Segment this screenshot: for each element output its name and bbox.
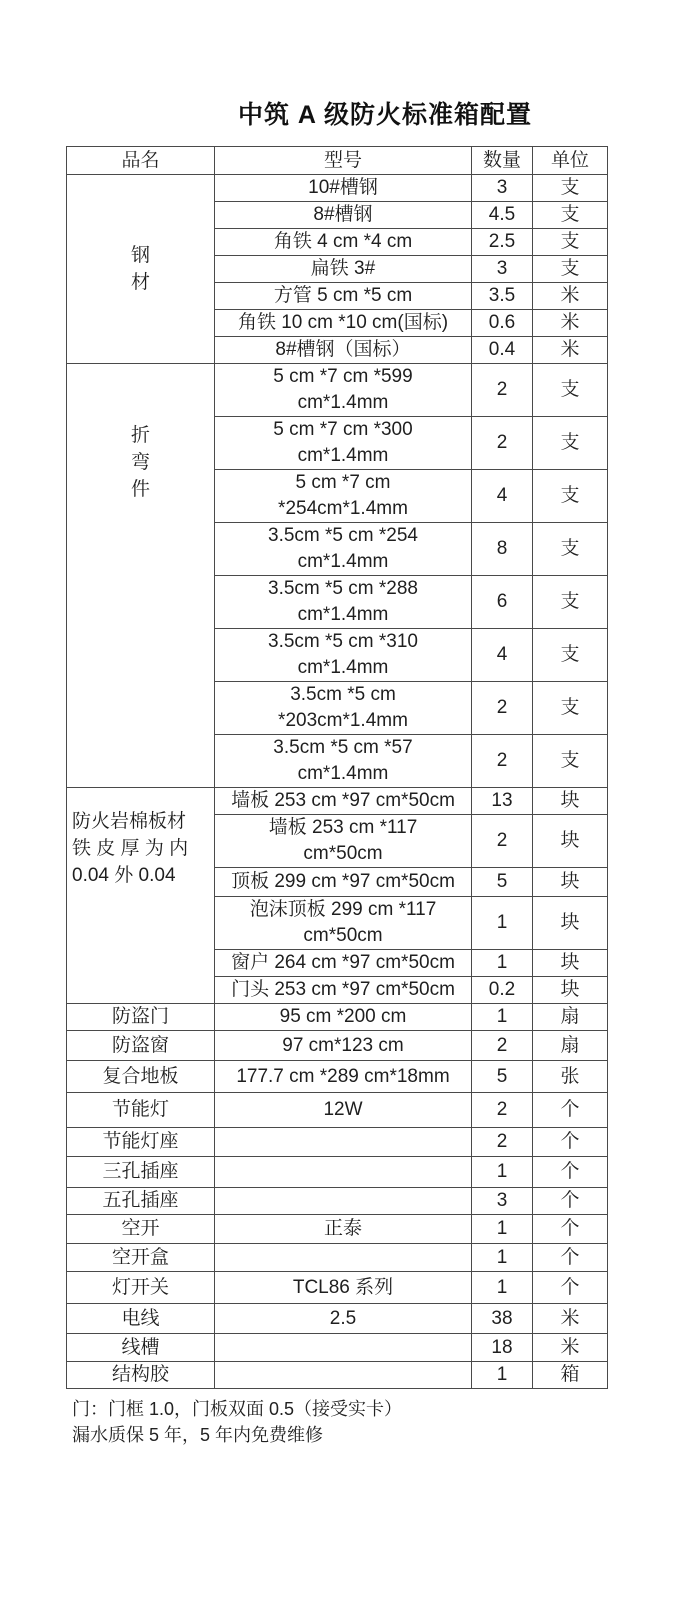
unit-cell: 支 bbox=[533, 417, 608, 470]
model-cell bbox=[215, 1157, 472, 1188]
item-name-cell: 复合地板 bbox=[67, 1061, 215, 1093]
table-row bbox=[67, 1031, 608, 1061]
quantity-cell: 18 bbox=[472, 1334, 533, 1362]
quantity-cell: 2 bbox=[472, 1093, 533, 1128]
model-cell: 门头 253 cm *97 cm*50cm bbox=[215, 977, 472, 1004]
table-row bbox=[67, 1272, 608, 1304]
quantity-cell: 0.4 bbox=[472, 337, 533, 364]
unit-cell: 个 bbox=[533, 1157, 608, 1188]
model-cell: 5 cm *7 cm *300 cm*1.4mm bbox=[215, 417, 472, 470]
model-cell: 3.5cm *5 cm *57 cm*1.4mm bbox=[215, 735, 472, 788]
item-name-cell: 节能灯座 bbox=[67, 1128, 215, 1157]
item-name-cell: 电线 bbox=[67, 1304, 215, 1334]
model-cell: 5 cm *7 cm *254cm*1.4mm bbox=[215, 470, 472, 523]
quantity-cell: 2 bbox=[472, 364, 533, 417]
model-cell: 3.5cm *5 cm *310 cm*1.4mm bbox=[215, 629, 472, 682]
table-header-row bbox=[67, 147, 608, 175]
model-cell: 顶板 299 cm *97 cm*50cm bbox=[215, 868, 472, 897]
unit-cell: 块 bbox=[533, 788, 608, 815]
unit-cell: 支 bbox=[533, 735, 608, 788]
quantity-cell: 1 bbox=[472, 1157, 533, 1188]
quantity-cell: 3.5 bbox=[472, 283, 533, 310]
unit-cell: 支 bbox=[533, 175, 608, 202]
table-row bbox=[67, 364, 608, 417]
item-name-cell: 空开 bbox=[67, 1215, 215, 1244]
model-cell: 墙板 253 cm *117 cm*50cm bbox=[215, 815, 472, 868]
model-cell: 10#槽钢 bbox=[215, 175, 472, 202]
quantity-cell: 1 bbox=[472, 897, 533, 950]
model-cell bbox=[215, 1188, 472, 1215]
page bbox=[0, 98, 700, 1618]
model-cell: 墙板 253 cm *97 cm*50cm bbox=[215, 788, 472, 815]
model-cell: 95 cm *200 cm bbox=[215, 1004, 472, 1031]
footer-notes bbox=[72, 1396, 700, 1448]
config-table bbox=[66, 146, 608, 1389]
quantity-cell: 0.2 bbox=[472, 977, 533, 1004]
unit-cell: 个 bbox=[533, 1128, 608, 1157]
model-cell: 3.5cm *5 cm *288 cm*1.4mm bbox=[215, 576, 472, 629]
item-name-cell: 三孔插座 bbox=[67, 1157, 215, 1188]
item-name-cell: 五孔插座 bbox=[67, 1188, 215, 1215]
quantity-cell: 1 bbox=[472, 950, 533, 977]
model-cell bbox=[215, 1362, 472, 1389]
quantity-cell: 3 bbox=[472, 256, 533, 283]
model-cell: 扁铁 3# bbox=[215, 256, 472, 283]
quantity-cell: 2 bbox=[472, 1128, 533, 1157]
table-row bbox=[67, 1004, 608, 1031]
item-name-cell: 节能灯 bbox=[67, 1093, 215, 1128]
unit-cell: 块 bbox=[533, 950, 608, 977]
model-cell: 12W bbox=[215, 1093, 472, 1128]
model-cell: 方管 5 cm *5 cm bbox=[215, 283, 472, 310]
header-quantity: 数量 bbox=[472, 147, 533, 175]
quantity-cell: 1 bbox=[472, 1215, 533, 1244]
quantity-cell: 0.6 bbox=[472, 310, 533, 337]
footer-note-warranty: 漏水质保 5 年，5 年内免费维修 bbox=[72, 1425, 324, 1445]
table-row bbox=[67, 1061, 608, 1093]
table-row bbox=[67, 175, 608, 202]
unit-cell: 支 bbox=[533, 470, 608, 523]
quantity-cell: 4 bbox=[472, 470, 533, 523]
unit-cell: 块 bbox=[533, 897, 608, 950]
quantity-cell: 2 bbox=[472, 682, 533, 735]
footer-note-door: 门：门框 1.0，门板双面 0.5（接受实卡） bbox=[72, 1399, 403, 1419]
quantity-cell: 4 bbox=[472, 629, 533, 682]
item-name-cell: 防盗门 bbox=[67, 1004, 215, 1031]
unit-cell: 支 bbox=[533, 629, 608, 682]
table-row bbox=[67, 1157, 608, 1188]
item-name-cell: 防盗窗 bbox=[67, 1031, 215, 1061]
unit-cell: 个 bbox=[533, 1272, 608, 1304]
table-row bbox=[67, 1215, 608, 1244]
item-name-cell: 防火岩棉板材 铁 皮 厚 为 内 0.04 外 0.04 bbox=[67, 788, 215, 1004]
model-cell bbox=[215, 1334, 472, 1362]
unit-cell: 个 bbox=[533, 1244, 608, 1272]
table-row bbox=[67, 1188, 608, 1215]
unit-cell: 块 bbox=[533, 977, 608, 1004]
model-cell: 2.5 bbox=[215, 1304, 472, 1334]
table-row bbox=[67, 1128, 608, 1157]
unit-cell: 米 bbox=[533, 1304, 608, 1334]
model-cell bbox=[215, 1128, 472, 1157]
model-cell: 3.5cm *5 cm *254 cm*1.4mm bbox=[215, 523, 472, 576]
table-row bbox=[67, 1334, 608, 1362]
model-cell bbox=[215, 1244, 472, 1272]
unit-cell: 个 bbox=[533, 1093, 608, 1128]
unit-cell: 米 bbox=[533, 1334, 608, 1362]
header-unit: 单位 bbox=[533, 147, 608, 175]
header-item-name: 品名 bbox=[67, 147, 215, 175]
unit-cell: 个 bbox=[533, 1215, 608, 1244]
unit-cell: 块 bbox=[533, 868, 608, 897]
model-cell: 泡沫顶板 299 cm *117 cm*50cm bbox=[215, 897, 472, 950]
page-title: 中筑 A 级防火标准箱配置 bbox=[237, 101, 533, 129]
unit-cell: 支 bbox=[533, 523, 608, 576]
item-name-cell: 折 弯 件 bbox=[67, 364, 215, 788]
unit-cell: 米 bbox=[533, 337, 608, 364]
quantity-cell: 2 bbox=[472, 815, 533, 868]
quantity-cell: 5 bbox=[472, 868, 533, 897]
model-cell: 角铁 4 cm *4 cm bbox=[215, 229, 472, 256]
quantity-cell: 2.5 bbox=[472, 229, 533, 256]
quantity-cell: 13 bbox=[472, 788, 533, 815]
item-name-cell: 线槽 bbox=[67, 1334, 215, 1362]
unit-cell: 米 bbox=[533, 310, 608, 337]
model-cell: 8#槽钢（国标） bbox=[215, 337, 472, 364]
unit-cell: 支 bbox=[533, 256, 608, 283]
quantity-cell: 1 bbox=[472, 1272, 533, 1304]
unit-cell: 块 bbox=[533, 815, 608, 868]
unit-cell: 支 bbox=[533, 576, 608, 629]
model-cell: TCL86 系列 bbox=[215, 1272, 472, 1304]
quantity-cell: 2 bbox=[472, 735, 533, 788]
unit-cell: 个 bbox=[533, 1188, 608, 1215]
quantity-cell: 8 bbox=[472, 523, 533, 576]
model-cell: 窗户 264 cm *97 cm*50cm bbox=[215, 950, 472, 977]
table-row bbox=[67, 1362, 608, 1389]
model-cell: 正泰 bbox=[215, 1215, 472, 1244]
quantity-cell: 5 bbox=[472, 1061, 533, 1093]
table-row bbox=[67, 1093, 608, 1128]
item-name-cell: 结构胶 bbox=[67, 1362, 215, 1389]
quantity-cell: 1 bbox=[472, 1244, 533, 1272]
table-row bbox=[67, 788, 608, 815]
unit-cell: 箱 bbox=[533, 1362, 608, 1389]
quantity-cell: 38 bbox=[472, 1304, 533, 1334]
quantity-cell: 3 bbox=[472, 1188, 533, 1215]
quantity-cell: 6 bbox=[472, 576, 533, 629]
unit-cell: 支 bbox=[533, 364, 608, 417]
item-name-cell: 钢 材 bbox=[67, 175, 215, 364]
model-cell: 5 cm *7 cm *599 cm*1.4mm bbox=[215, 364, 472, 417]
quantity-cell: 2 bbox=[472, 1031, 533, 1061]
unit-cell: 支 bbox=[533, 229, 608, 256]
header-model: 型号 bbox=[215, 147, 472, 175]
item-name-cell: 灯开关 bbox=[67, 1272, 215, 1304]
unit-cell: 扇 bbox=[533, 1031, 608, 1061]
table-row bbox=[67, 1244, 608, 1272]
table-row bbox=[67, 1304, 608, 1334]
model-cell: 97 cm*123 cm bbox=[215, 1031, 472, 1061]
unit-cell: 支 bbox=[533, 202, 608, 229]
quantity-cell: 1 bbox=[472, 1004, 533, 1031]
quantity-cell: 1 bbox=[472, 1362, 533, 1389]
item-name-cell: 空开盒 bbox=[67, 1244, 215, 1272]
model-cell: 角铁 10 cm *10 cm(国标) bbox=[215, 310, 472, 337]
model-cell: 8#槽钢 bbox=[215, 202, 472, 229]
unit-cell: 支 bbox=[533, 682, 608, 735]
model-cell: 3.5cm *5 cm *203cm*1.4mm bbox=[215, 682, 472, 735]
unit-cell: 米 bbox=[533, 283, 608, 310]
unit-cell: 扇 bbox=[533, 1004, 608, 1031]
quantity-cell: 4.5 bbox=[472, 202, 533, 229]
model-cell: 177.7 cm *289 cm*18mm bbox=[215, 1061, 472, 1093]
config-table-body bbox=[67, 175, 608, 1389]
quantity-cell: 2 bbox=[472, 417, 533, 470]
quantity-cell: 3 bbox=[472, 175, 533, 202]
unit-cell: 张 bbox=[533, 1061, 608, 1093]
